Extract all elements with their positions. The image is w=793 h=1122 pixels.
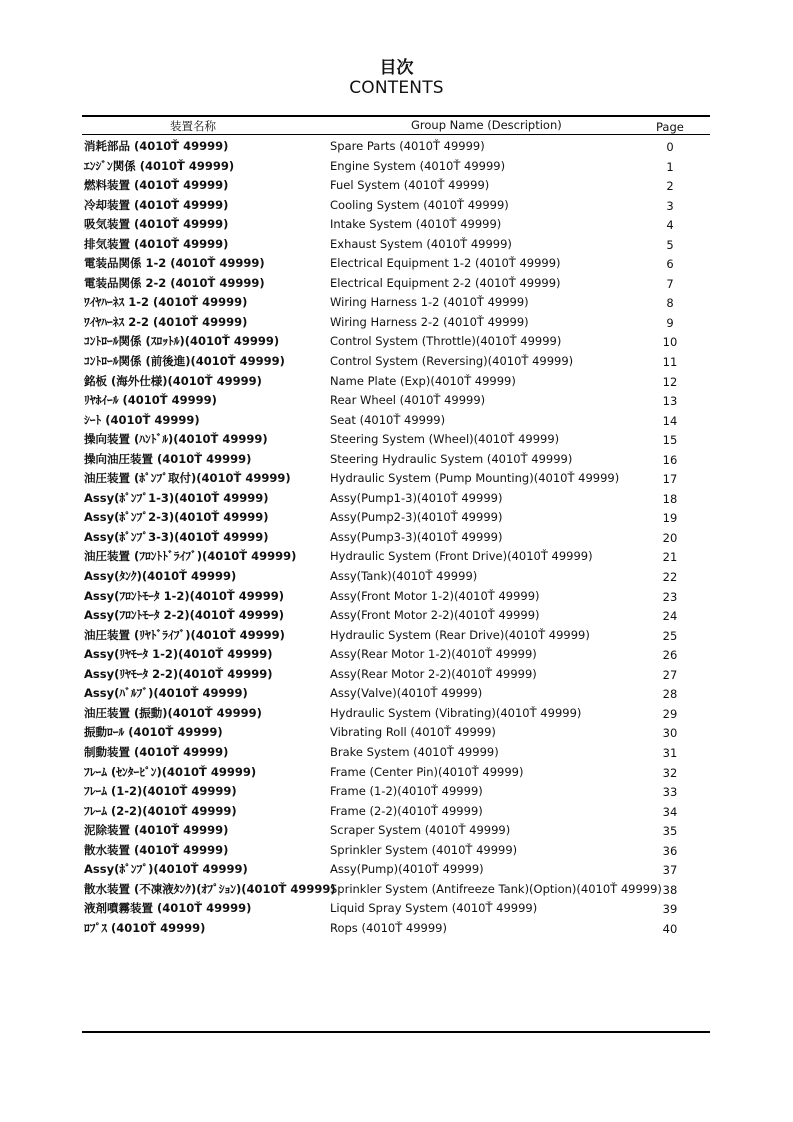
row-name-jp: ﾜｲﾔﾊｰﾈｽ 2-2 (4010Ť 49999) [84,314,248,329]
row-name-en: Rops (4010Ť 49999) [330,920,447,935]
row-name-jp: 消耗部品 (4010Ť 49999) [84,139,229,153]
row-page-number: 32 [662,765,678,780]
row-name-en: Name Plate (Exp)(4010Ť 49999) [330,373,516,388]
row-name-jp: ｼｰﾄ (4010Ť 49999) [84,412,200,427]
row-page-number: 12 [662,374,678,389]
table-row[interactable] [0,606,793,626]
table-row[interactable] [0,391,793,411]
table-row[interactable] [0,880,793,900]
title-japanese: 目次 [379,58,414,78]
row-page-number: 36 [662,843,678,858]
row-name-en: Assy(Pump)(4010Ť 49999) [330,862,484,877]
table-row[interactable] [0,587,793,607]
table-row[interactable] [0,215,793,235]
row-name-en: Assy(Front Motor 2-2)(4010Ť 49999) [330,608,540,623]
row-name-jp: Assy(ﾎﾟﾝﾌﾟ3-3)(4010Ť 49999) [84,529,269,544]
row-name-jp: ﾌﾚｰﾑ (1-2)(4010Ť 49999) [84,784,237,799]
row-page-number: 0 [666,140,674,154]
row-name-en: Electrical Equipment 1-2 (4010Ť 49999) [330,256,561,271]
row-name-jp: Assy(ﾌﾛﾝﾄﾓｰﾀ 2-2)(4010Ť 49999) [84,608,285,623]
table-row[interactable] [0,430,793,450]
row-name-jp: 油圧装置 (ﾎﾟﾝﾌﾟ取付)(4010Ť 49999) [84,471,291,486]
row-name-jp: 泥除装置 (4010Ť 49999) [84,823,229,838]
row-page-number: 27 [662,667,678,682]
row-name-en: Steering Hydraulic System (4010Ť 49999) [330,451,573,466]
header-page: Page [656,120,684,134]
row-page-number: 35 [662,824,678,839]
row-name-en: Assy(Rear Motor 1-2)(4010Ť 49999) [330,647,537,662]
table-row[interactable] [0,235,793,255]
table-row[interactable] [0,352,793,372]
row-name-en: Assy(Valve)(4010Ť 49999) [330,686,483,701]
row-name-en: Frame (1-2)(4010Ť 49999) [330,784,483,799]
row-page-number: 19 [662,511,678,526]
row-name-en: Frame (Center Pin)(4010Ť 49999) [330,764,524,779]
table-row[interactable] [0,274,793,294]
row-name-jp: 操向装置 (ﾊﾝﾄﾞﾙ)(4010Ť 49999) [84,432,268,447]
row-name-en: Sprinkler System (4010Ť 49999) [330,842,518,857]
row-page-number: 8 [666,296,674,311]
row-page-number: 31 [662,745,678,760]
table-row[interactable] [0,626,793,646]
title-english: CONTENTS [349,78,444,98]
row-name-jp: 制動装置 (4010Ť 49999) [84,744,229,759]
table-row[interactable] [0,860,793,880]
row-name-en: Cooling System (4010Ť 49999) [330,197,509,212]
row-name-jp: 油圧装置 (ﾘﾔﾄﾞﾗｲﾌﾞ)(4010Ť 49999) [84,627,285,642]
table-row[interactable] [0,469,793,489]
row-page-number: 21 [662,550,678,565]
row-page-number: 14 [662,413,678,428]
header-group-name-en: Group Name (Description) [411,118,562,132]
row-name-jp: Assy(ﾌﾛﾝﾄﾓｰﾀ 1-2)(4010Ť 49999) [84,588,285,603]
row-page-number: 7 [666,276,674,291]
row-name-jp: 液剤噴霧装置 (4010Ť 49999) [84,901,252,916]
row-name-en: Hydraulic System (Rear Drive)(4010Ť 49999) [330,627,590,642]
row-name-en: Brake System (4010Ť 49999) [330,744,499,759]
table-header [0,118,793,134]
row-page-number: 17 [662,472,678,487]
row-name-jp: Assy(ﾊﾞﾙﾌﾞ)(4010Ť 49999) [84,686,248,701]
row-page-number: 22 [662,570,678,585]
row-name-jp: 銘板 (海外仕様)(4010Ť 49999) [84,373,262,388]
row-name-jp: ﾛﾌﾟｽ (4010Ť 49999) [84,920,206,935]
row-name-en: Exhaust System (4010Ť 49999) [330,236,512,251]
row-page-number: 10 [662,335,678,350]
row-name-en: Spare Parts (4010Ť 49999) [330,139,485,153]
table-row[interactable] [0,508,793,528]
row-name-jp: Assy(ﾎﾟﾝﾌﾟ)(4010Ť 49999) [84,862,248,877]
row-name-en: Scraper System (4010Ť 49999) [330,823,511,838]
row-name-en: Assy(Rear Motor 2-2)(4010Ť 49999) [330,666,537,681]
row-name-en: Hydraulic System (Front Drive)(4010Ť 49999) [330,549,593,564]
row-page-number: 38 [662,882,678,897]
table-row[interactable] [0,919,793,939]
row-name-en: Assy(Pump2-3)(4010Ť 49999) [330,510,503,525]
row-name-en: Wiring Harness 1-2 (4010Ť 49999) [330,295,529,310]
contents-table [0,137,793,938]
row-page-number: 9 [666,315,674,330]
row-name-en: Assy(Tank)(4010Ť 49999) [330,569,478,584]
bottom-rule [82,1031,710,1033]
table-row[interactable] [0,723,793,743]
row-name-jp: 操向油圧装置 (4010Ť 49999) [84,451,252,466]
row-page-number: 1 [666,159,674,174]
table-row[interactable] [0,411,793,431]
row-name-jp: ｺﾝﾄﾛｰﾙ関係 (ｽﾛｯﾄﾙ)(4010Ť 49999) [84,334,280,349]
table-row[interactable] [0,313,793,333]
table-row[interactable] [0,254,793,274]
row-name-en: Control System (Reversing)(4010Ť 49999) [330,354,574,369]
table-row[interactable] [0,841,793,861]
table-row[interactable] [0,450,793,470]
row-name-jp: 吸気装置 (4010Ť 49999) [84,217,229,232]
row-page-number: 25 [662,628,678,643]
table-row[interactable] [0,176,793,196]
page-title [0,58,793,98]
row-page-number: 3 [666,198,674,213]
table-row[interactable] [0,782,793,802]
row-page-number: 26 [662,648,678,663]
row-name-jp: Assy(ﾀﾝｸ)(4010Ť 49999) [84,569,237,584]
row-name-jp: 冷却装置 (4010Ť 49999) [84,197,229,212]
row-name-jp: 電装品関係 1-2 (4010Ť 49999) [84,256,265,271]
table-row[interactable] [0,704,793,724]
table-row[interactable] [0,196,793,216]
row-name-jp: ｺﾝﾄﾛｰﾙ関係 (前後進)(4010Ť 49999) [84,354,285,369]
row-name-en: Fuel System (4010Ť 49999) [330,178,490,193]
table-row[interactable] [0,528,793,548]
table-row[interactable] [0,332,793,352]
table-row[interactable] [0,743,793,763]
row-name-en: Vibrating Roll (4010Ť 49999) [330,725,496,740]
table-row[interactable] [0,293,793,313]
row-name-en: Seat (4010Ť 49999) [330,412,446,427]
row-name-en: Wiring Harness 2-2 (4010Ť 49999) [330,314,529,329]
row-page-number: 20 [662,530,678,545]
table-row[interactable] [0,899,793,919]
row-name-en: Assy(Front Motor 1-2)(4010Ť 49999) [330,588,540,603]
row-page-number: 30 [662,726,678,741]
row-name-jp: Assy(ﾘﾔﾓｰﾀ 2-2)(4010Ť 49999) [84,666,273,681]
row-name-en: Intake System (4010Ť 49999) [330,217,502,232]
row-page-number: 6 [666,257,674,272]
row-name-en: Hydraulic System (Vibrating)(4010Ť 49999) [330,705,582,720]
top-rule [82,115,710,117]
row-name-en: Steering System (Wheel)(4010Ť 49999) [330,432,560,447]
table-row[interactable] [0,372,793,392]
row-name-en: Hydraulic System (Pump Mounting)(4010Ť 49999) [330,471,620,486]
table-row[interactable] [0,763,793,783]
row-name-en: Electrical Equipment 2-2 (4010Ť 49999) [330,275,561,290]
row-name-jp: 散水装置 (4010Ť 49999) [84,842,229,857]
header-group-name-jp: 装置名称 [170,119,216,133]
row-name-jp: ﾘﾔﾎｲｰﾙ (4010Ť 49999) [84,393,217,408]
row-page-number: 37 [662,863,678,878]
row-page-number: 28 [662,687,678,702]
row-name-en: Assy(Pump1-3)(4010Ť 49999) [330,490,503,505]
row-name-en: Assy(Pump3-3)(4010Ť 49999) [330,529,503,544]
row-name-jp: ｴﾝｼﾞﾝ関係 (4010Ť 49999) [84,158,235,173]
table-row[interactable] [0,137,793,157]
row-name-jp: 油圧装置 (ﾌﾛﾝﾄﾄﾞﾗｲﾌﾞ)(4010Ť 49999) [84,549,297,564]
row-name-jp: 電装品関係 2-2 (4010Ť 49999) [84,275,265,290]
table-row[interactable] [0,802,793,822]
row-name-jp: 燃料装置 (4010Ť 49999) [84,178,229,193]
row-name-en: Frame (2-2)(4010Ť 49999) [330,803,483,818]
row-name-jp: 振動ﾛｰﾙ (4010Ť 49999) [84,725,223,740]
row-name-jp: Assy(ﾎﾟﾝﾌﾟ2-3)(4010Ť 49999) [84,510,269,525]
row-page-number: 18 [662,491,678,506]
table-row[interactable] [0,821,793,841]
row-name-en: Control System (Throttle)(4010Ť 49999) [330,334,562,349]
table-row[interactable] [0,157,793,177]
row-name-jp: 排気装置 (4010Ť 49999) [84,236,229,251]
row-page-number: 34 [662,804,678,819]
row-page-number: 23 [662,589,678,604]
row-name-jp: ﾌﾚｰﾑ (ｾﾝﾀｰﾋﾟﾝ)(4010Ť 49999) [84,764,257,779]
row-name-jp: 散水装置 (不凍液ﾀﾝｸ)(ｵﾌﾟｼｮﾝ)(4010Ť 49999) [84,881,336,896]
table-row[interactable] [0,645,793,665]
row-name-jp: Assy(ﾎﾟﾝﾌﾟ1-3)(4010Ť 49999) [84,490,269,505]
table-row[interactable] [0,489,793,509]
header-rule [82,134,710,135]
row-name-en: Sprinkler System (Antifreeze Tank)(Option)(4010Ť 49999) [330,881,662,896]
row-page-number: 11 [662,355,678,370]
row-name-en: Engine System (4010Ť 49999) [330,158,506,173]
row-name-jp: Assy(ﾘﾔﾓｰﾀ 1-2)(4010Ť 49999) [84,647,273,662]
row-page-number: 33 [662,785,678,800]
row-page-number: 4 [666,218,674,233]
row-page-number: 29 [662,706,678,721]
table-row[interactable] [0,665,793,685]
row-name-en: Rear Wheel (4010Ť 49999) [330,393,486,408]
row-page-number: 2 [666,179,674,194]
row-name-jp: 油圧装置 (振動)(4010Ť 49999) [84,705,262,720]
row-name-jp: ﾜｲﾔﾊｰﾈｽ 1-2 (4010Ť 49999) [84,295,248,310]
row-page-number: 15 [662,433,678,448]
row-page-number: 39 [662,902,678,917]
row-page-number: 40 [662,921,678,936]
row-page-number: 5 [666,237,674,252]
row-page-number: 24 [662,609,678,624]
row-page-number: 16 [662,452,678,467]
table-row[interactable] [0,567,793,587]
row-name-jp: ﾌﾚｰﾑ (2-2)(4010Ť 49999) [84,803,237,818]
row-page-number: 13 [662,394,678,409]
table-row[interactable] [0,547,793,567]
row-name-en: Liquid Spray System (4010Ť 49999) [330,901,538,916]
table-row[interactable] [0,684,793,704]
